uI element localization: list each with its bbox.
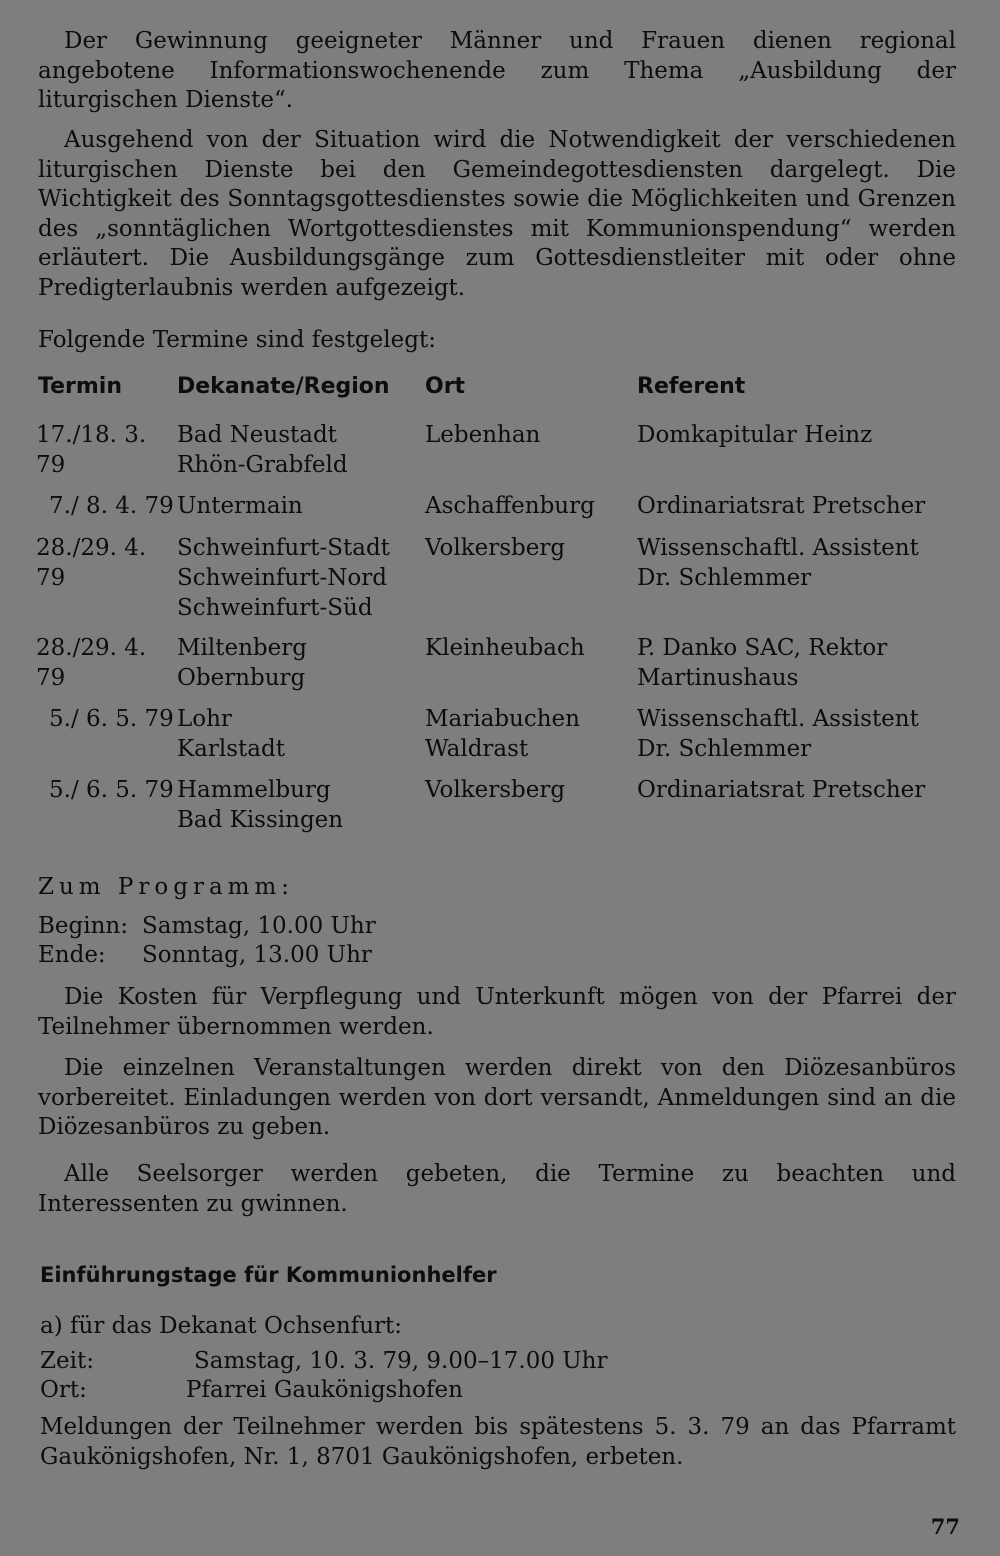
cell-ort: Mariabuchen Waldrast <box>425 706 580 762</box>
programm-heading: Zum Programm: <box>38 874 295 900</box>
header-region: Dekanate/Region <box>177 374 390 399</box>
cell-ort: Volkersberg <box>425 777 566 803</box>
cell-termin: 7./ 8. 4. 79 <box>49 493 174 519</box>
schedule-intro: Folgende Termine sind festgelegt: <box>38 327 436 353</box>
cell-ort: Aschaffenburg <box>425 493 595 519</box>
cell-referent: Wissenschaftl. Assistent Dr. Schlemmer <box>637 706 919 762</box>
cell-region: Schweinfurt-Stadt Schweinfurt-Nord Schweinfurt-Süd <box>177 535 390 621</box>
header-referent: Referent <box>637 374 746 399</box>
beginn-value: Samstag, 10.00 Uhr <box>142 913 376 939</box>
cell-termin: 17./18. 3. 79 <box>36 422 147 478</box>
cell-referent: P. Danko SAC, Rektor Martinushaus <box>637 635 888 691</box>
cell-ort: Kleinheubach <box>425 635 585 661</box>
seelsorger-paragraph: Alle Seelsorger werden gebeten, die Termine zu beachten und Interessenten zu gwinnen. <box>38 1161 956 1217</box>
cell-referent: Domkapitular Heinz <box>637 422 873 448</box>
intro-paragraph-2: Ausgehend von der Situation wird die Notwendigkeit der verschiedenen liturgischen Dienste bei den Gemeindegottesdiensten dargelegt. Die Wichtigkeit des Sonntagsgottesdienstes sowie die Möglichkeiten und Grenzen des „sonntäglichen Wortgottesdienstes mit Kommunionspendung“ werden erläutert. Die Ausbildungsgänge zum Gottesdienstleiter mit oder ohne Predigterlaubnis werden aufgezeigt. <box>38 127 956 301</box>
cell-region: Miltenberg Obernburg <box>177 635 307 691</box>
cell-region: Lohr Karlstadt <box>177 706 285 762</box>
veranstaltungen-paragraph: Die einzelnen Veranstaltungen werden direkt von den Diözesanbüros vorbereitet. Einladungen werden von dort versandt, Anmeldungen sind an die Diözesanbüros zu geben. <box>38 1055 956 1140</box>
kommunionhelfer-heading: Einführungstage für Kommunionhelfer <box>40 1263 497 1287</box>
ende-value: Sonntag, 13.00 Uhr <box>142 942 372 968</box>
zeit-label: Zeit: <box>40 1348 94 1374</box>
kosten-paragraph: Die Kosten für Verpflegung und Unterkunft mögen von der Pfarrei der Teilnehmer übernommen werden. <box>38 984 956 1040</box>
ende-label: Ende: <box>38 942 106 968</box>
dekanat-subheading: a) für das Dekanat Ochsenfurt: <box>40 1313 403 1339</box>
page-number: 77 <box>930 1514 960 1539</box>
cell-ort: Lebenhan <box>425 422 541 448</box>
cell-referent: Ordinariatsrat Pretscher <box>637 493 926 519</box>
cell-region: Hammelburg Bad Kissingen <box>177 777 344 833</box>
header-termin: Termin <box>38 374 122 399</box>
cell-referent: Wissenschaftl. Assistent Dr. Schlemmer <box>637 535 919 591</box>
ort-value: Pfarrei Gaukönigshofen <box>186 1377 463 1403</box>
cell-termin: 28./29. 4. 79 <box>36 535 147 591</box>
cell-region: Untermain <box>177 493 303 519</box>
cell-region: Bad Neustadt Rhön-Grabfeld <box>177 422 348 478</box>
cell-termin: 5./ 6. 5. 79 <box>49 706 174 732</box>
cell-ort: Volkersberg <box>425 535 566 561</box>
beginn-label: Beginn: <box>38 913 128 939</box>
header-ort: Ort <box>425 374 466 399</box>
zeit-value: Samstag, 10. 3. 79, 9.00–17.00 Uhr <box>194 1348 608 1374</box>
cell-termin: 28./29. 4. 79 <box>36 635 147 691</box>
cell-referent: Ordinariatsrat Pretscher <box>637 777 926 803</box>
intro-paragraph-1: Der Gewinnung geeigneter Männer und Frauen dienen regional angebotene Informationswochenende zum Thema „Ausbildung der liturgischen Dienste“. <box>38 28 956 113</box>
cell-termin: 5./ 6. 5. 79 <box>49 777 174 803</box>
meldung-paragraph: Meldungen der Teilnehmer werden bis spätestens 5. 3. 79 an das Pfarramt Gaukönigshofen, Nr. 1, 8701 Gaukönigshofen, erbeten. <box>40 1414 956 1470</box>
ort-label: Ort: <box>40 1377 87 1403</box>
